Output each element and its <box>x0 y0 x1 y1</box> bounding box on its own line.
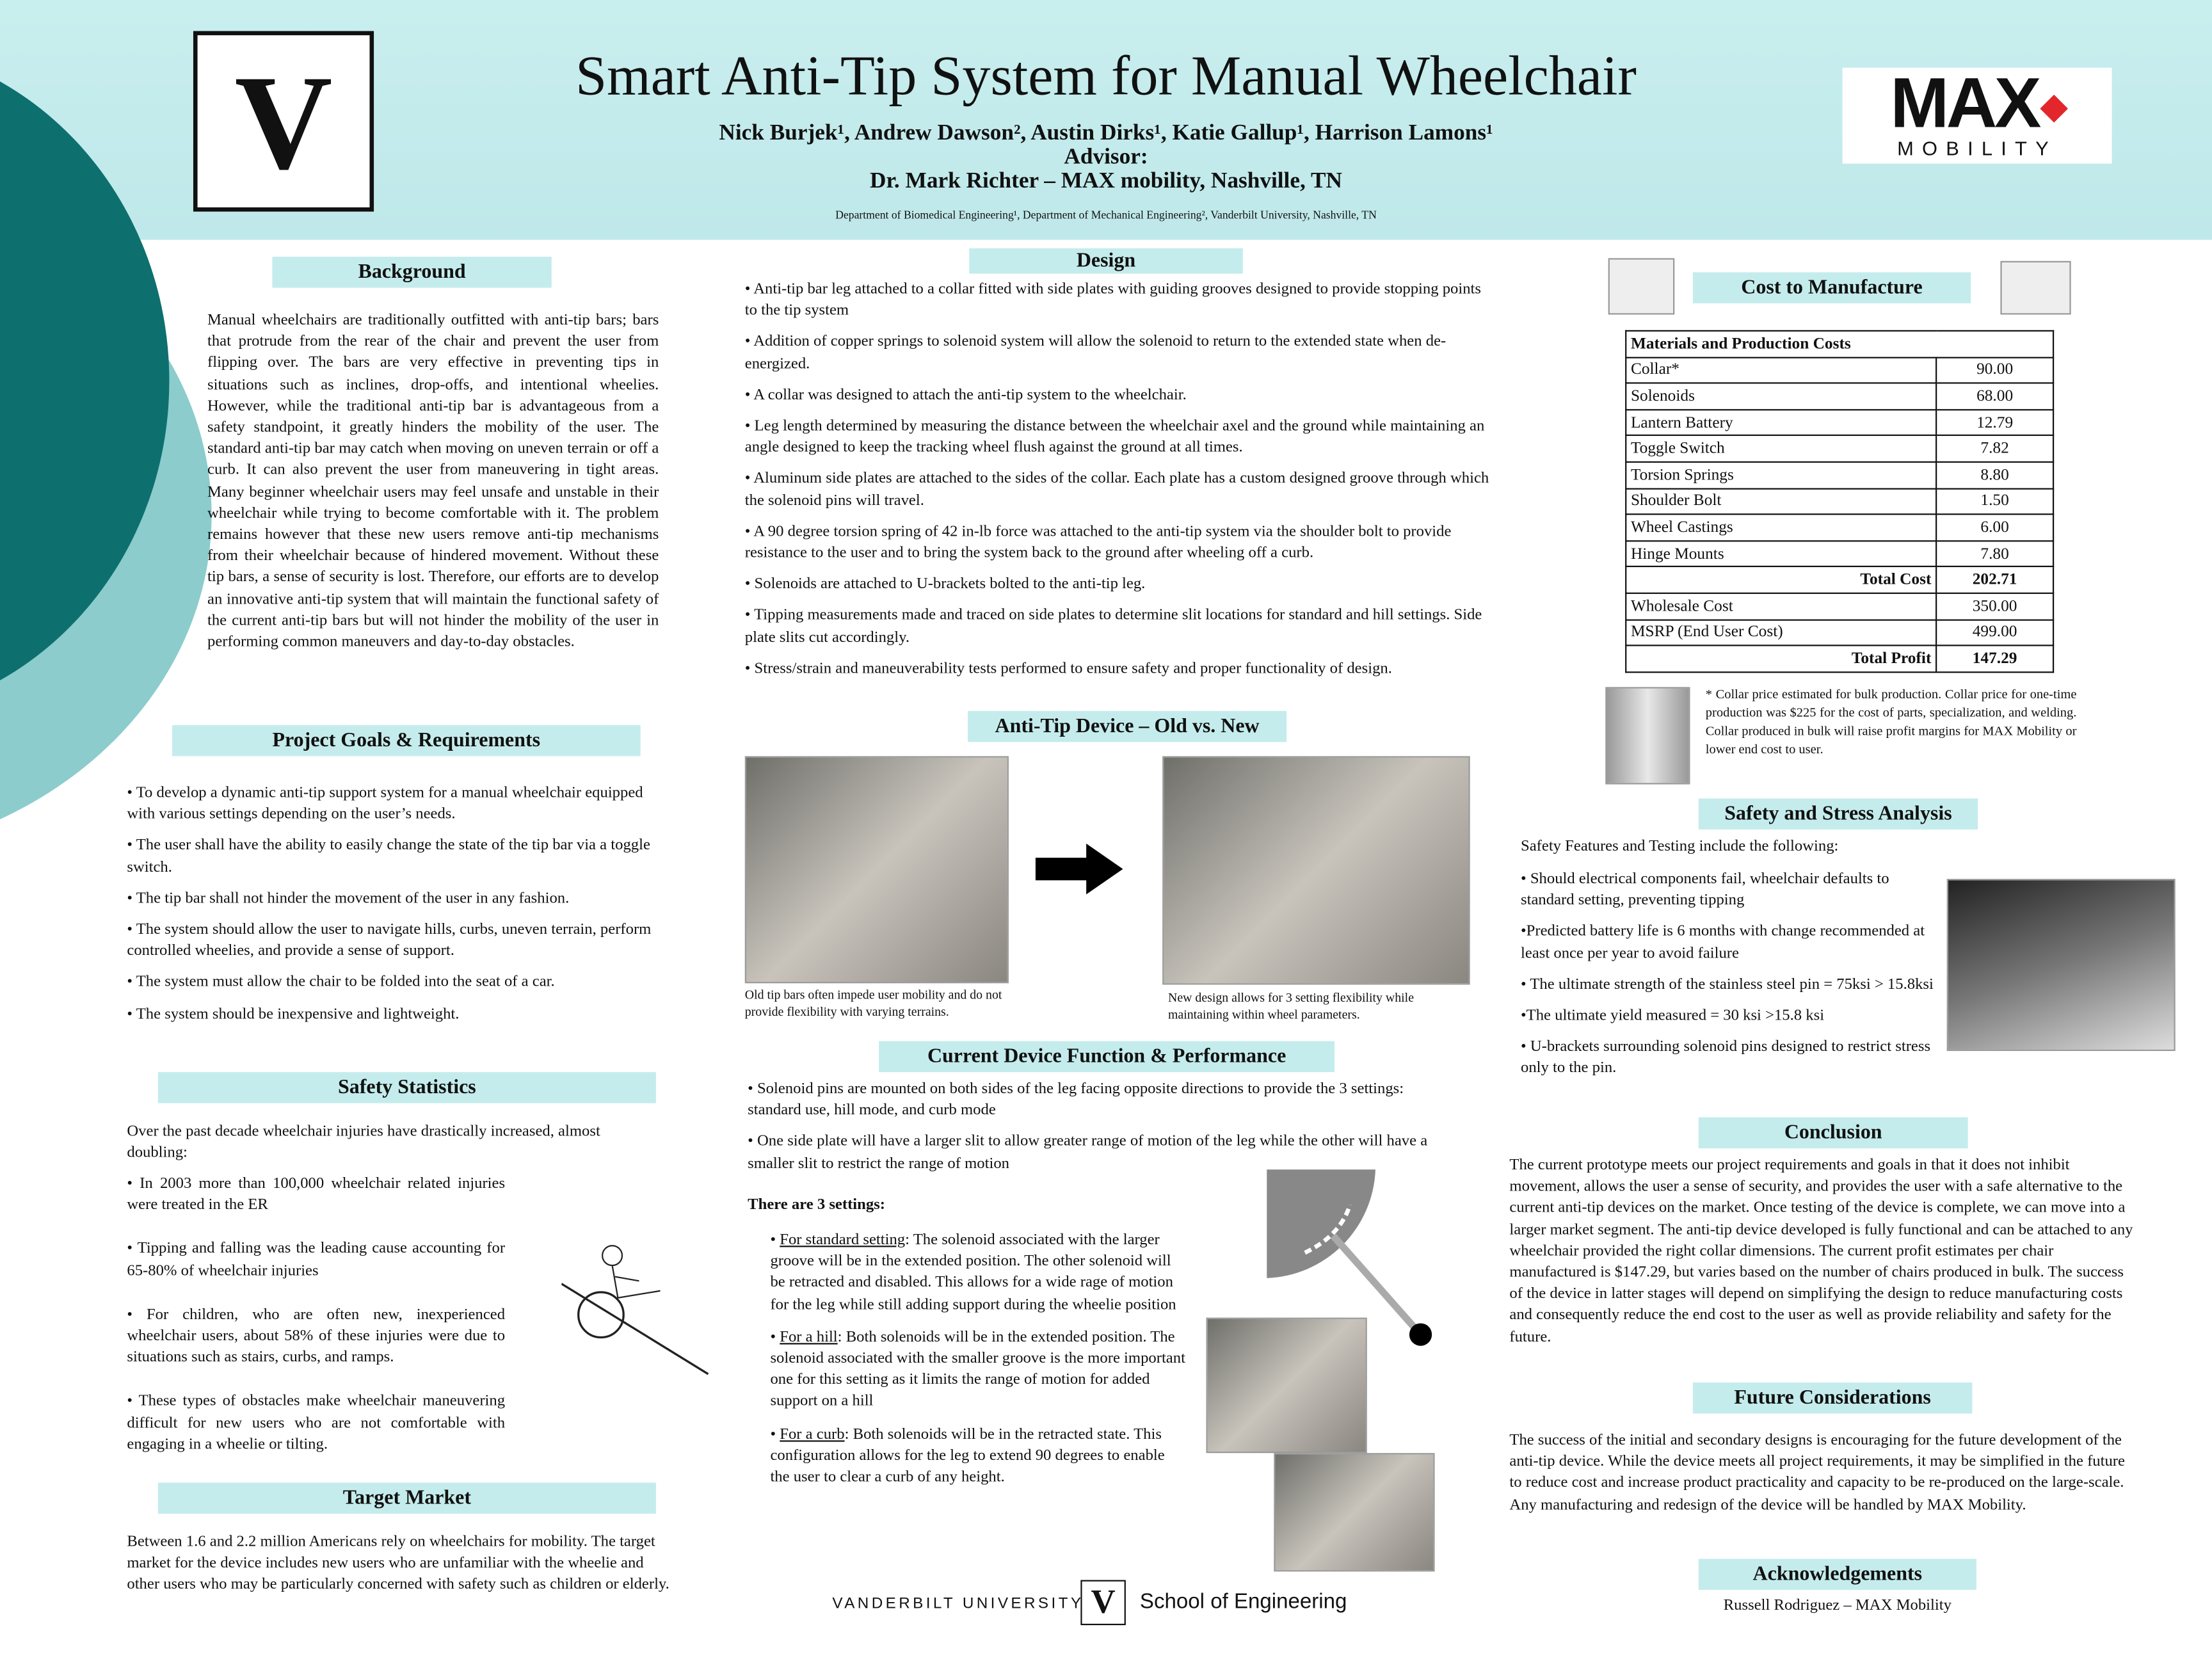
heading-background: Background <box>272 257 551 287</box>
design-item: • A 90 degree torsion spring of 42 in-lb force was attached to the anti-tip system via the shoulder bolt to provide resistance to the user and to bring the system back to the ground after wheeling off a curb. <box>744 523 1452 562</box>
solenoid-spring-photo <box>1274 1453 1434 1571</box>
setting-name: For a curb <box>780 1425 845 1443</box>
setting-item: • For standard setting: The solenoid associated with the larger groove will be in the extended position. The other solenoid will be retracted and disabled. This allows for a wide rage of motion for the leg while still adding support during the wheelie position <box>770 1231 1176 1313</box>
logo-sub: MOBILITY <box>1897 136 2057 160</box>
cost-item: Toggle Switch <box>1626 436 1936 462</box>
cost-value: 12.79 <box>1936 410 2053 436</box>
solenoid-photo <box>1206 1318 1367 1454</box>
safety-stats-intro: Over the past decade wheelchair injuries have drastically increased, almost doubling: <box>127 1123 600 1162</box>
background-text: Manual wheelchairs are traditionally outfitted with anti-tip bars; bars that protrude from the rear of the chair and prevent the user from flipping over. The bars are very effective in preventing tips in situations such as inclines, drop-offs, and intentional wheelies. However, while the traditional anti-tip bar is advantageous from a safety standpoint, it greatly hinders the mobility of the user. The standard anti-tip bar may catch when moving on uneven terrain or off a curb. It can also prevent the user from maneuvering in tight areas. Many beginner wheelchair users may feel unsafe and unstable in their wheelchair while trying to become comfortable with it. The problem remains however that these new users remove anti-tip mechanisms from their wheelchair because of hindered movement. Without these tip bars, a sense of security is lost. Therefore, our efforts are to develop an innovative anti-tip system that will maintain the functional safety of the current anti-tip bars but will not hinder the mobility of the user in performing common maneuvers and day-to-day obstacles. <box>207 312 659 651</box>
table-row <box>1626 593 2053 620</box>
setting-name: For a hill <box>780 1328 838 1346</box>
authors-block <box>423 122 1789 193</box>
setting-text: : Both solenoids will be in the extended position. The solenoid associated with the smaller groove is the more important one for this setting as it limits the range of motion for added support on a hill <box>770 1328 1185 1410</box>
stress-test-photo <box>1947 879 2176 1051</box>
table-row <box>1626 515 2053 541</box>
goal-item: • To develop a dynamic anti-tip support system for a manual wheelchair equipped with various settings depending on the user’s needs. <box>127 784 643 823</box>
heading-future: Future Considerations <box>1693 1382 1972 1413</box>
target-market-text: Between 1.6 and 2.2 million Americans rely on wheelchairs for mobility. The target market for the device includes new users who are unfamiliar with the wheelie and other users who may be particularly concerned with safety such as children or elderly. <box>127 1533 669 1594</box>
logo-main: MAX <box>1890 63 2039 143</box>
heading-safety-stats: Safety Statistics <box>158 1072 656 1103</box>
collar-drawing-right <box>2000 261 2071 315</box>
current-item: • Solenoid pins are mounted on both sides of the leg facing opposite directions to provide the 3 settings: standard use, hill mode, and curb mode <box>748 1080 1404 1119</box>
diamond-icon <box>2040 94 2068 122</box>
heading-old-vs-new: Anti-Tip Device – Old vs. New <box>968 711 1286 742</box>
stat-item: • Tipping and falling was the leading cause accounting for 65-80% of wheelchair injuries <box>127 1240 506 1279</box>
cost-item: Shoulder Bolt <box>1626 488 1936 515</box>
goal-item: • The system should be inexpensive and lightweight. <box>127 1005 460 1023</box>
cost-item: MSRP (End User Cost) <box>1626 620 1936 646</box>
stat-item: • In 2003 more than 100,000 wheelchair related injuries were treated in the ER <box>127 1175 506 1214</box>
footer-v-logo: V <box>1080 1580 1126 1626</box>
design-item: • Addition of copper springs to solenoid system will allow the solenoid to return to the extended state when de-energized. <box>744 333 1447 373</box>
heading-target-market: Target Market <box>158 1483 656 1514</box>
cost-value: 7.82 <box>1936 436 2053 462</box>
setting-item: • For a hill: Both solenoids will be in the extended position. The solenoid associated with the smaller groove is the more important one for this setting as it limits the range of motion for added support on a hill <box>770 1328 1185 1410</box>
safety-analysis-intro: Safety Features and Testing include the following: <box>1521 838 1839 855</box>
cost-item: Wheel Castings <box>1626 515 1936 541</box>
cost-value: 7.80 <box>1936 541 2053 567</box>
cost-item: Torsion Springs <box>1626 462 1936 488</box>
collar-note: * Collar price estimated for bulk production. Collar price for one-time production was $225 for the cost of parts, specialization, and welding. Collar produced in bulk will raise profit margins for MAX Mobility or lower end cost to user. <box>1705 688 2077 758</box>
table-row <box>1626 357 2053 383</box>
heading-design: Design <box>969 248 1243 274</box>
design-item: • Anti-tip bar leg attached to a collar fitted with side plates with guiding grooves designed to provide stopping points to the tip system <box>744 280 1482 319</box>
analysis-item: • Should electrical components fail, wheelchair defaults to standard setting, preventing tipping <box>1521 870 1889 909</box>
setting-text: : Both solenoids will be in the retracted state. This configuration allows for the leg to extend 90 degrees to enable the user to clear a curb of any height. <box>770 1425 1165 1486</box>
heading-safety-analysis: Safety and Stress Analysis <box>1699 799 1978 830</box>
goal-item: • The system should allow the user to navigate hills, curbs, uneven terrain, perform controlled wheelies, and provide a sense of support. <box>127 921 652 960</box>
total-profit-value: 147.29 <box>1936 646 2053 672</box>
cost-item: Wholesale Cost <box>1626 593 1936 620</box>
design-item: • Leg length determined by measuring the distance between the wheelchair axel and the ground while maintaining an angle designed to keep the tracking wheel flush against the ground at all times. <box>744 417 1485 456</box>
cost-item: Solenoids <box>1626 383 1936 410</box>
design-item: • Stress/strain and maneuverability tests performed to ensure safety and proper functionality of design. <box>744 660 1392 677</box>
total-cost-label: Total Cost <box>1626 567 1936 593</box>
current-item: • One side plate will have a larger slit to allow greater range of motion of the leg while the other will have a smaller slit to restrict the range of motion <box>748 1133 1428 1172</box>
analysis-item: • U-brackets surrounding solenoid pins designed to restrict stress only to the pin. <box>1521 1038 1931 1077</box>
poster-title: Smart Anti-Tip System for Manual Wheelchair <box>575 44 1637 108</box>
cost-item: Hinge Mounts <box>1626 541 1936 567</box>
analysis-item: • The ultimate strength of the stainless steel pin = 75ksi > 15.8ksi <box>1521 975 1934 993</box>
settings-label: There are 3 settings: <box>748 1196 886 1214</box>
stat-item: • For children, who are often new, inexperienced wheelchair users, about 58% of these injuries were due to situations such as stairs, curbs, and ramps. <box>127 1306 506 1366</box>
cost-value: 8.80 <box>1936 462 2053 488</box>
old-tip-bar-photo <box>745 756 1009 983</box>
vanderbilt-logo: V <box>193 31 374 211</box>
table-row <box>1626 488 2053 515</box>
arrow-right-icon <box>1036 844 1123 894</box>
old-caption: Old tip bars often impede user mobility and do not provide flexibility with varying terrains. <box>744 987 1002 1019</box>
cost-item: Lantern Battery <box>1626 410 1936 436</box>
advisor: Dr. Mark Richter – MAX mobility, Nashville, TN <box>870 169 1342 193</box>
table-row <box>1626 462 2053 488</box>
goal-item: • The system must allow the chair to be folded into the seat of a car. <box>127 974 555 991</box>
authors: Nick Burjek¹, Andrew Dawson², Austin Dirks¹, Katie Gallup¹, Harrison Lamons¹ <box>719 121 1493 146</box>
goal-item: • The user shall have the ability to easily change the state of the tip bar via a toggle switch. <box>127 837 650 876</box>
departments: Department of Biomedical Engineering¹, Department of Mechanical Engineering², Vanderbilt University, Nashville, TN <box>835 209 1377 222</box>
future-text: The success of the initial and secondary designs is encouraging for the future development of the anti-tip device. While the device meets all project requirements, it may be simplified in the future to reduce cost and increase product practicality and capacity to be re-produced on the large-scale. Any manufacturing and redesign of the device will be handled by MAX Mobility. <box>1509 1432 2125 1514</box>
table-row <box>1626 383 2053 410</box>
goal-item: • The tip bar shall not hinder the movement of the user in any fashion. <box>127 890 570 907</box>
heading-acknowledgements: Acknowledgements <box>1699 1559 1976 1590</box>
total-cost-row <box>1626 567 2053 593</box>
design-item: • Aluminum side plates are attached to the sides of the collar. Each plate has a custom designed groove through which the solenoid pins will travel. <box>744 470 1489 509</box>
heading-goals: Project Goals & Requirements <box>172 725 641 756</box>
settings-list <box>770 1230 1187 1498</box>
advisor-label: Advisor: <box>1064 145 1148 170</box>
total-cost-value: 202.71 <box>1936 567 2053 593</box>
cost-table <box>1625 330 2054 673</box>
design-list <box>745 279 1493 689</box>
cost-item: Collar* <box>1626 357 1936 383</box>
footer-university: VANDERBILT UNIVERSITY <box>832 1595 1084 1613</box>
cost-value: 6.00 <box>1936 515 2053 541</box>
table-row <box>1626 410 2053 436</box>
analysis-item: •Predicted battery life is 6 months with change recommended at least once per year to avoid failure <box>1521 923 1925 962</box>
cost-value: 90.00 <box>1936 357 2053 383</box>
setting-name: For standard setting <box>780 1231 906 1249</box>
total-profit-row <box>1626 646 2053 672</box>
setting-text: : The solenoid associated with the larger groove will be in the extended position. The other solenoid will be retracted and disabled. This allows for a wide rage of motion for the leg while still adding support during the wheelie position <box>770 1231 1176 1313</box>
heading-current-device: Current Device Function & Performance <box>879 1041 1334 1072</box>
cost-value: 350.00 <box>1936 593 2053 620</box>
collar-photo <box>1605 687 1690 784</box>
setting-item: • For a curb: Both solenoids will be in the retracted state. This configuration allows for the leg to extend 90 degrees to enable the user to clear a curb of any height. <box>770 1425 1165 1486</box>
cost-value: 499.00 <box>1936 620 2053 646</box>
analysis-item: •The ultimate yield measured = 30 ksi >15.8 ksi <box>1521 1007 1825 1025</box>
safety-stats-list <box>127 1174 505 1466</box>
design-item: • A collar was designed to attach the anti-tip system to the wheelchair. <box>744 386 1187 403</box>
new-caption: New design allows for 3 setting flexibility while maintaining within wheel parameters. <box>1167 990 1415 1022</box>
cost-table-title: Materials and Production Costs <box>1626 331 2053 357</box>
total-profit-label: Total Profit <box>1626 646 1936 672</box>
table-row <box>1626 541 2053 567</box>
stat-item: • These types of obstacles make wheelchair maneuvering difficult for new users who are not comfortable with engaging in a wheelie or tilting. <box>127 1393 506 1453</box>
new-design-photo <box>1162 756 1470 984</box>
heading-conclusion: Conclusion <box>1699 1118 1968 1148</box>
wheelchair-tipping-illustration <box>561 1228 709 1375</box>
cost-value: 68.00 <box>1936 383 2053 410</box>
goals-list <box>127 783 663 1035</box>
collar-drawing-left <box>1608 258 1675 314</box>
acknowledgements-text: Russell Rodriguez – MAX Mobility <box>1723 1597 1952 1614</box>
table-row <box>1626 436 2053 462</box>
safety-analysis-list <box>1521 869 1937 1090</box>
max-mobility-logo <box>1843 63 2112 164</box>
cost-value: 1.50 <box>1936 488 2053 515</box>
design-item: • Tipping measurements made and traced on side plates to determine slit locations for standard and hill settings. Side plate slits cut accordingly. <box>744 607 1482 646</box>
conclusion-text: The current prototype meets our project requirements and goals in that it does not inhibit movement, allows the user a sense of security, and provides the user with a safe alternative to the current anti-tip devices on the market. Once testing of the device is complete, we can move into a larger market segment. The anti-tip device developed is fully functional and can be attached to any wheelchair provided the right collar dimensions. The current profit estimates per chair manufactured is $147.29, but varies based on the number of chairs produced in bulk. The success of the device in latter stages will depend on simplifying the design to reduce manufacturing costs and consequently reduce the end cost to the user as well as provide reliability and safety for the future. <box>1509 1157 2133 1345</box>
heading-cost: Cost to Manufacture <box>1693 272 1971 303</box>
table-row <box>1626 620 2053 646</box>
design-item: • Solenoids are attached to U-brackets bolted to the anti-tip leg. <box>744 575 1146 593</box>
footer-school: School of Engineering <box>1139 1590 1347 1614</box>
